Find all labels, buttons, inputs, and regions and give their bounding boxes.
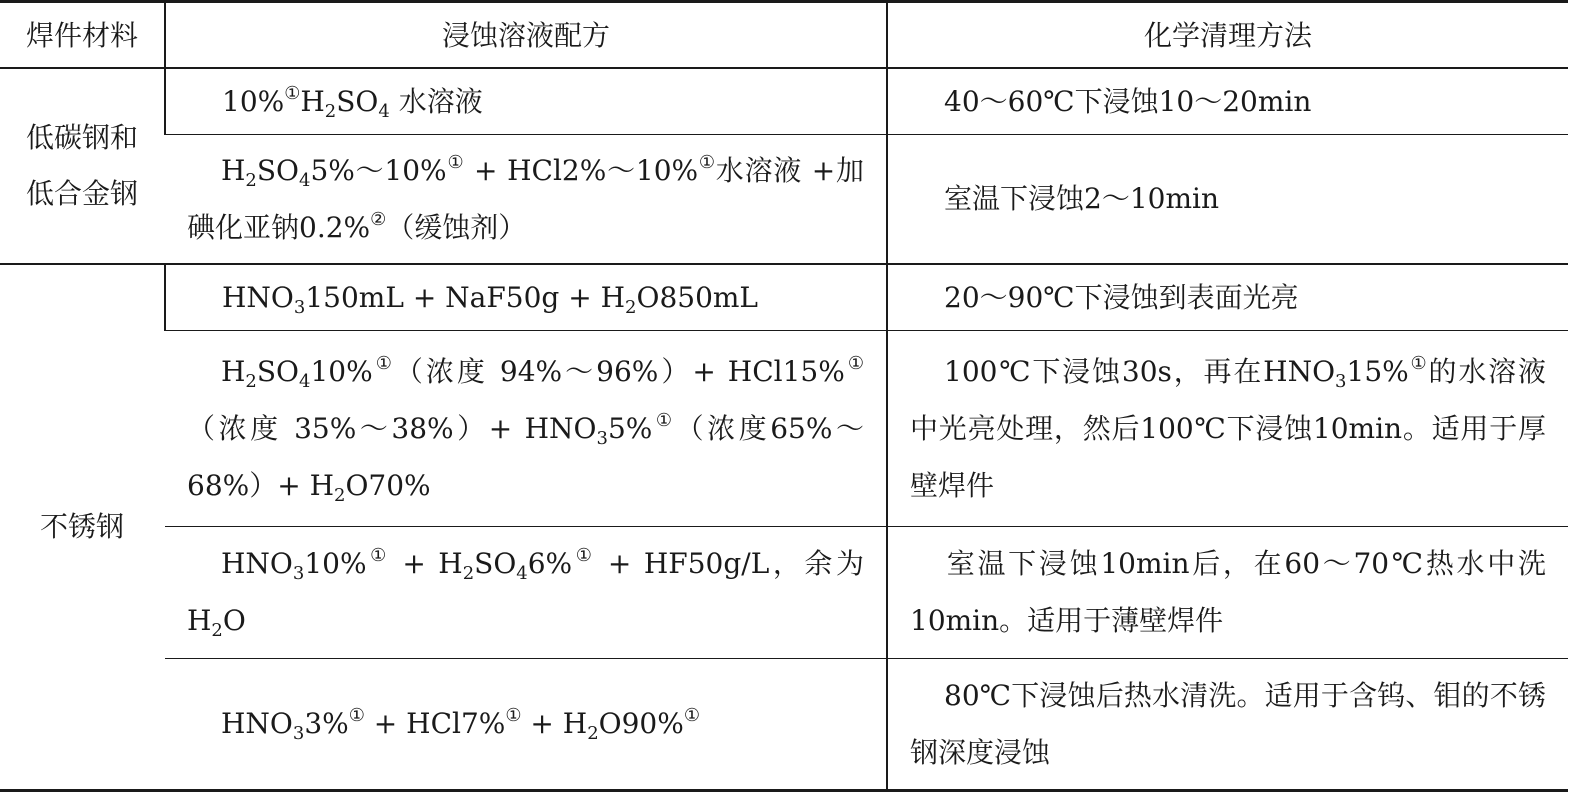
- text-run: H: [300, 84, 325, 118]
- method-cell: [887, 134, 1568, 264]
- subscript: 4: [299, 370, 311, 392]
- text-run: 6%: [527, 547, 573, 580]
- text-run: O70%: [345, 468, 431, 502]
- subscript: 3: [292, 723, 305, 744]
- method-cell: [887, 68, 1568, 134]
- text-run: SO: [474, 547, 517, 580]
- table-body: [0, 68, 1568, 790]
- material-label: 不锈钢: [39, 510, 124, 544]
- footnote-mark: ②: [370, 208, 387, 230]
- text-run: 20～90℃下浸蚀到表面光亮: [944, 280, 1299, 314]
- subscript: 2: [587, 723, 599, 744]
- material-cell: [0, 68, 165, 264]
- footnote-mark: ①: [652, 409, 676, 431]
- footnote-mark: ①: [446, 151, 465, 173]
- table-row: [0, 264, 1568, 330]
- footnote-mark: ①: [284, 82, 301, 104]
- text-run: 10%: [222, 84, 285, 118]
- text-run: O90%: [598, 707, 684, 740]
- text-run: （浓度 35%～38%）+ HNO: [187, 411, 597, 445]
- material-label: 低碳钢和 低合金钢: [25, 121, 138, 210]
- subscript: 2: [245, 169, 257, 191]
- solution-text: [188, 73, 864, 130]
- method-text: [910, 269, 1546, 326]
- header-row: [0, 2, 1568, 69]
- text-run: + H: [521, 707, 588, 740]
- method-text: [910, 343, 1546, 514]
- method-cell: [887, 658, 1568, 790]
- footnote-mark: ①: [572, 545, 596, 566]
- solution-cell: [165, 68, 887, 134]
- method-cell: [887, 264, 1568, 330]
- text-run: SO: [256, 354, 300, 388]
- text-run: SO: [256, 153, 300, 187]
- header-solution: 浸蚀溶液配方: [165, 2, 887, 69]
- text-run: + HCl2%～10%: [464, 153, 699, 187]
- footnote-mark: ①: [1408, 352, 1429, 374]
- footnote-mark: ①: [366, 545, 390, 566]
- text-run: 5%～10%: [310, 153, 447, 187]
- text-run: HNO: [221, 707, 293, 740]
- text-run: + HCl7%: [364, 707, 506, 740]
- solution-text: [187, 142, 864, 256]
- text-run: 室温下浸蚀2～10min: [944, 182, 1219, 216]
- subscript: 2: [462, 563, 475, 584]
- method-text: [910, 170, 1546, 227]
- solution-text: [187, 695, 864, 752]
- solution-cell: [165, 330, 887, 526]
- solution-text: [187, 535, 864, 649]
- method-cell: [887, 526, 1568, 658]
- subscript: 2: [625, 296, 637, 318]
- subscript: 2: [211, 620, 223, 641]
- subscript: 2: [334, 484, 346, 506]
- text-run: 3%: [304, 707, 349, 740]
- table-row: [0, 526, 1568, 658]
- solution-text: [187, 343, 864, 514]
- text-run: 100℃下浸蚀30s，再在HNO: [944, 354, 1336, 388]
- method-text: [910, 535, 1546, 649]
- text-run: 40～60℃下浸蚀10～20min: [944, 84, 1312, 118]
- footnote-mark: ①: [348, 705, 365, 726]
- subscript: 3: [1335, 370, 1347, 392]
- footnote-mark: ①: [372, 352, 395, 374]
- text-run: （浓度65%～68%）+ H: [187, 411, 864, 502]
- text-run: 15%: [1346, 354, 1409, 388]
- text-run: O850mL: [636, 280, 759, 314]
- table-row: [0, 330, 1568, 526]
- subscript: 4: [516, 563, 528, 584]
- text-run: HNO: [221, 547, 293, 580]
- method-cell: [887, 330, 1568, 526]
- subscript: 3: [292, 563, 305, 584]
- subscript: 2: [324, 100, 337, 122]
- text-run: （浓度 94%～96%）+ HCl15%: [394, 354, 845, 388]
- header-material: 焊件材料: [0, 2, 165, 69]
- header-method: 化学清理方法: [887, 2, 1568, 69]
- subscript: 2: [245, 370, 257, 392]
- material-cell: [0, 264, 165, 790]
- text-run: 水溶液: [389, 84, 483, 118]
- subscript: 3: [596, 427, 608, 449]
- text-run: SO: [336, 84, 379, 118]
- footnote-mark: ①: [683, 705, 700, 726]
- solution-cell: [165, 264, 887, 330]
- method-text: [910, 667, 1546, 781]
- subscript: 4: [299, 169, 311, 191]
- footnote-mark: ①: [698, 151, 716, 173]
- text-run: O: [222, 604, 246, 637]
- text-run: HNO: [222, 280, 294, 314]
- text-run: （缓蚀剂）: [386, 210, 527, 244]
- text-run: + H: [389, 547, 463, 580]
- text-run: 室温下浸蚀10min后，在60～70℃热水中洗10min。适用于薄壁焊件: [910, 547, 1546, 637]
- text-run: 80℃下浸蚀后热水清洗。适用于含钨、钼的不锈钢深度浸蚀: [910, 678, 1546, 769]
- text-run: 水溶液 +加碘化亚钠0.2%: [187, 153, 864, 244]
- subscript: 4: [378, 100, 390, 122]
- subscript: 3: [293, 296, 306, 318]
- footnote-mark: ①: [844, 352, 865, 374]
- text-run: H: [221, 354, 246, 388]
- solution-text: [188, 269, 864, 326]
- text-run: 的水溶液中光亮处理，然后100℃下浸蚀10min。适用于厚壁焊件: [910, 354, 1546, 502]
- table-row: [0, 68, 1568, 134]
- footnote-mark: ①: [505, 705, 522, 726]
- text-run: H: [221, 153, 246, 187]
- method-text: [910, 73, 1546, 130]
- text-run: 5%: [607, 411, 653, 445]
- text-run: 10%: [310, 354, 373, 388]
- text-run: 150mL + NaF50g + H: [305, 280, 626, 314]
- text-run: + HF50g/L，余为 H: [187, 547, 865, 637]
- text-run: 10%: [304, 547, 367, 580]
- solution-cell: [165, 134, 887, 264]
- table-row: [0, 134, 1568, 264]
- solution-cell: [165, 526, 887, 658]
- table-row: [0, 658, 1568, 790]
- solution-cell: [165, 658, 887, 790]
